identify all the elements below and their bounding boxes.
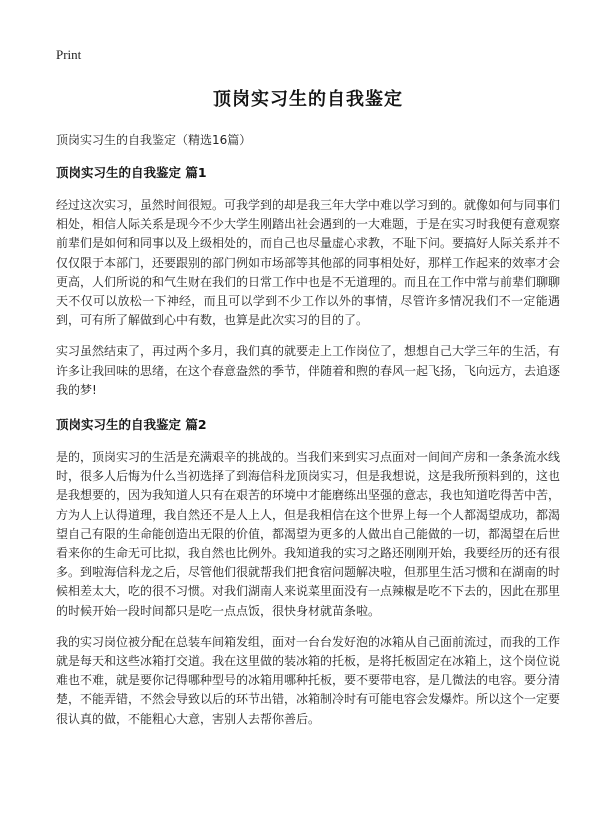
- section-heading-1: 顶岗实习生的自我鉴定 篇1: [56, 165, 207, 180]
- section-1-paragraph-1: 经过这次实习，虽然时间很短。可我学到的却是我三年大学中难以学习到的。就像如何与同事们相处，相信人际关系是现今不少大学生刚踏出社会遇到的一大难题，于是在实习时我便有意观察前辈们是如何和同事以及上级相处的，而自己也尽量虚心求教，不耻下问。要搞好人际关系并不仅仅限于本部门，还要跟别的部门例如市场部等其他部的同事相处好，那样工作起来的效率才会更高，人们所说的和气生财在我们的日常工作中也是不无道理的。而且在工作中常与前辈们聊聊天不仅可以放松一下神经，而且可以学到不少工作以外的事情，尽管许多情况我们不一定能遇到，可有所了解做到心中有数，也算是此次实习的目的了。: [56, 198, 561, 328]
- section-2-paragraph-1: 是的，顶岗实习的生活是充满艰辛的挑战的。当我们来到实习点面对一间间产房和一条条流水线时，很多人后悔为什么当初选择了到海信科龙顶岗实习，但是我想说，这是我所预料到的，这也是我想要的，因为我知道人只有在艰苦的环境中才能磨练出坚强的意志，我也知道吃得苦中苦，方为人上认得道理，我自然还不是人上人，但是我相信在这个世界上每一个人都渴望成功，都渴望自己有限的生命能创造出无限的价值，都渴望为更多的人做出自己能做的一切，都渴望在后世看来你的生命无可比拟，我自然也比例外。我知道我的实习之路还刚刚开始，我要经历的还有很多。到啦海信科龙之后，尽管他们很就帮我们把食宿问题解决啦，但那里生活习惯和在湖南的时候相差太大，吃的很不习惯。对我们湖南人来说菜里面没有一点辣椒是吃不下去的，因此在那里的时候开始一段时间都只是吃一点点饭，很快身材就苗条啦。: [56, 450, 561, 618]
- print-label[interactable]: Print: [56, 47, 82, 62]
- document-title: 顶岗实习生的自我鉴定: [213, 89, 403, 110]
- section-1-paragraph-2: 实习虽然结束了，再过两个多月，我们真的就要走上工作岗位了，想想自己大学三年的生活，有许多让我回味的思绪，在这个春意盎然的季节，伴随着和煦的春风一起飞扬，飞向远方，去追逐我的梦!: [56, 344, 561, 397]
- section-2-paragraph-2: 我的实习岗位被分配在总装车间箱发组，面对一台台发好泡的冰箱从自己面前流过，而我的工作就是每天和这些冰箱打交道。我在这里做的装冰箱的托板，是将托板固定在冰箱上，这个岗位说难也不难，就是要你记得哪种型号的冰箱用哪种托板，要不要带电容，是几微法的电容。要分清楚，不能弄错，不然会导致以后的环节出错，冰箱制冷时有可能电容会发爆炸。所以这个一定要很认真的做，不能粗心大意，害别人去帮你善后。: [56, 634, 561, 726]
- document-subtitle: 顶岗实习生的自我鉴定（精选16篇）: [56, 133, 252, 147]
- section-heading-2: 顶岗实习生的自我鉴定 篇2: [56, 417, 207, 433]
